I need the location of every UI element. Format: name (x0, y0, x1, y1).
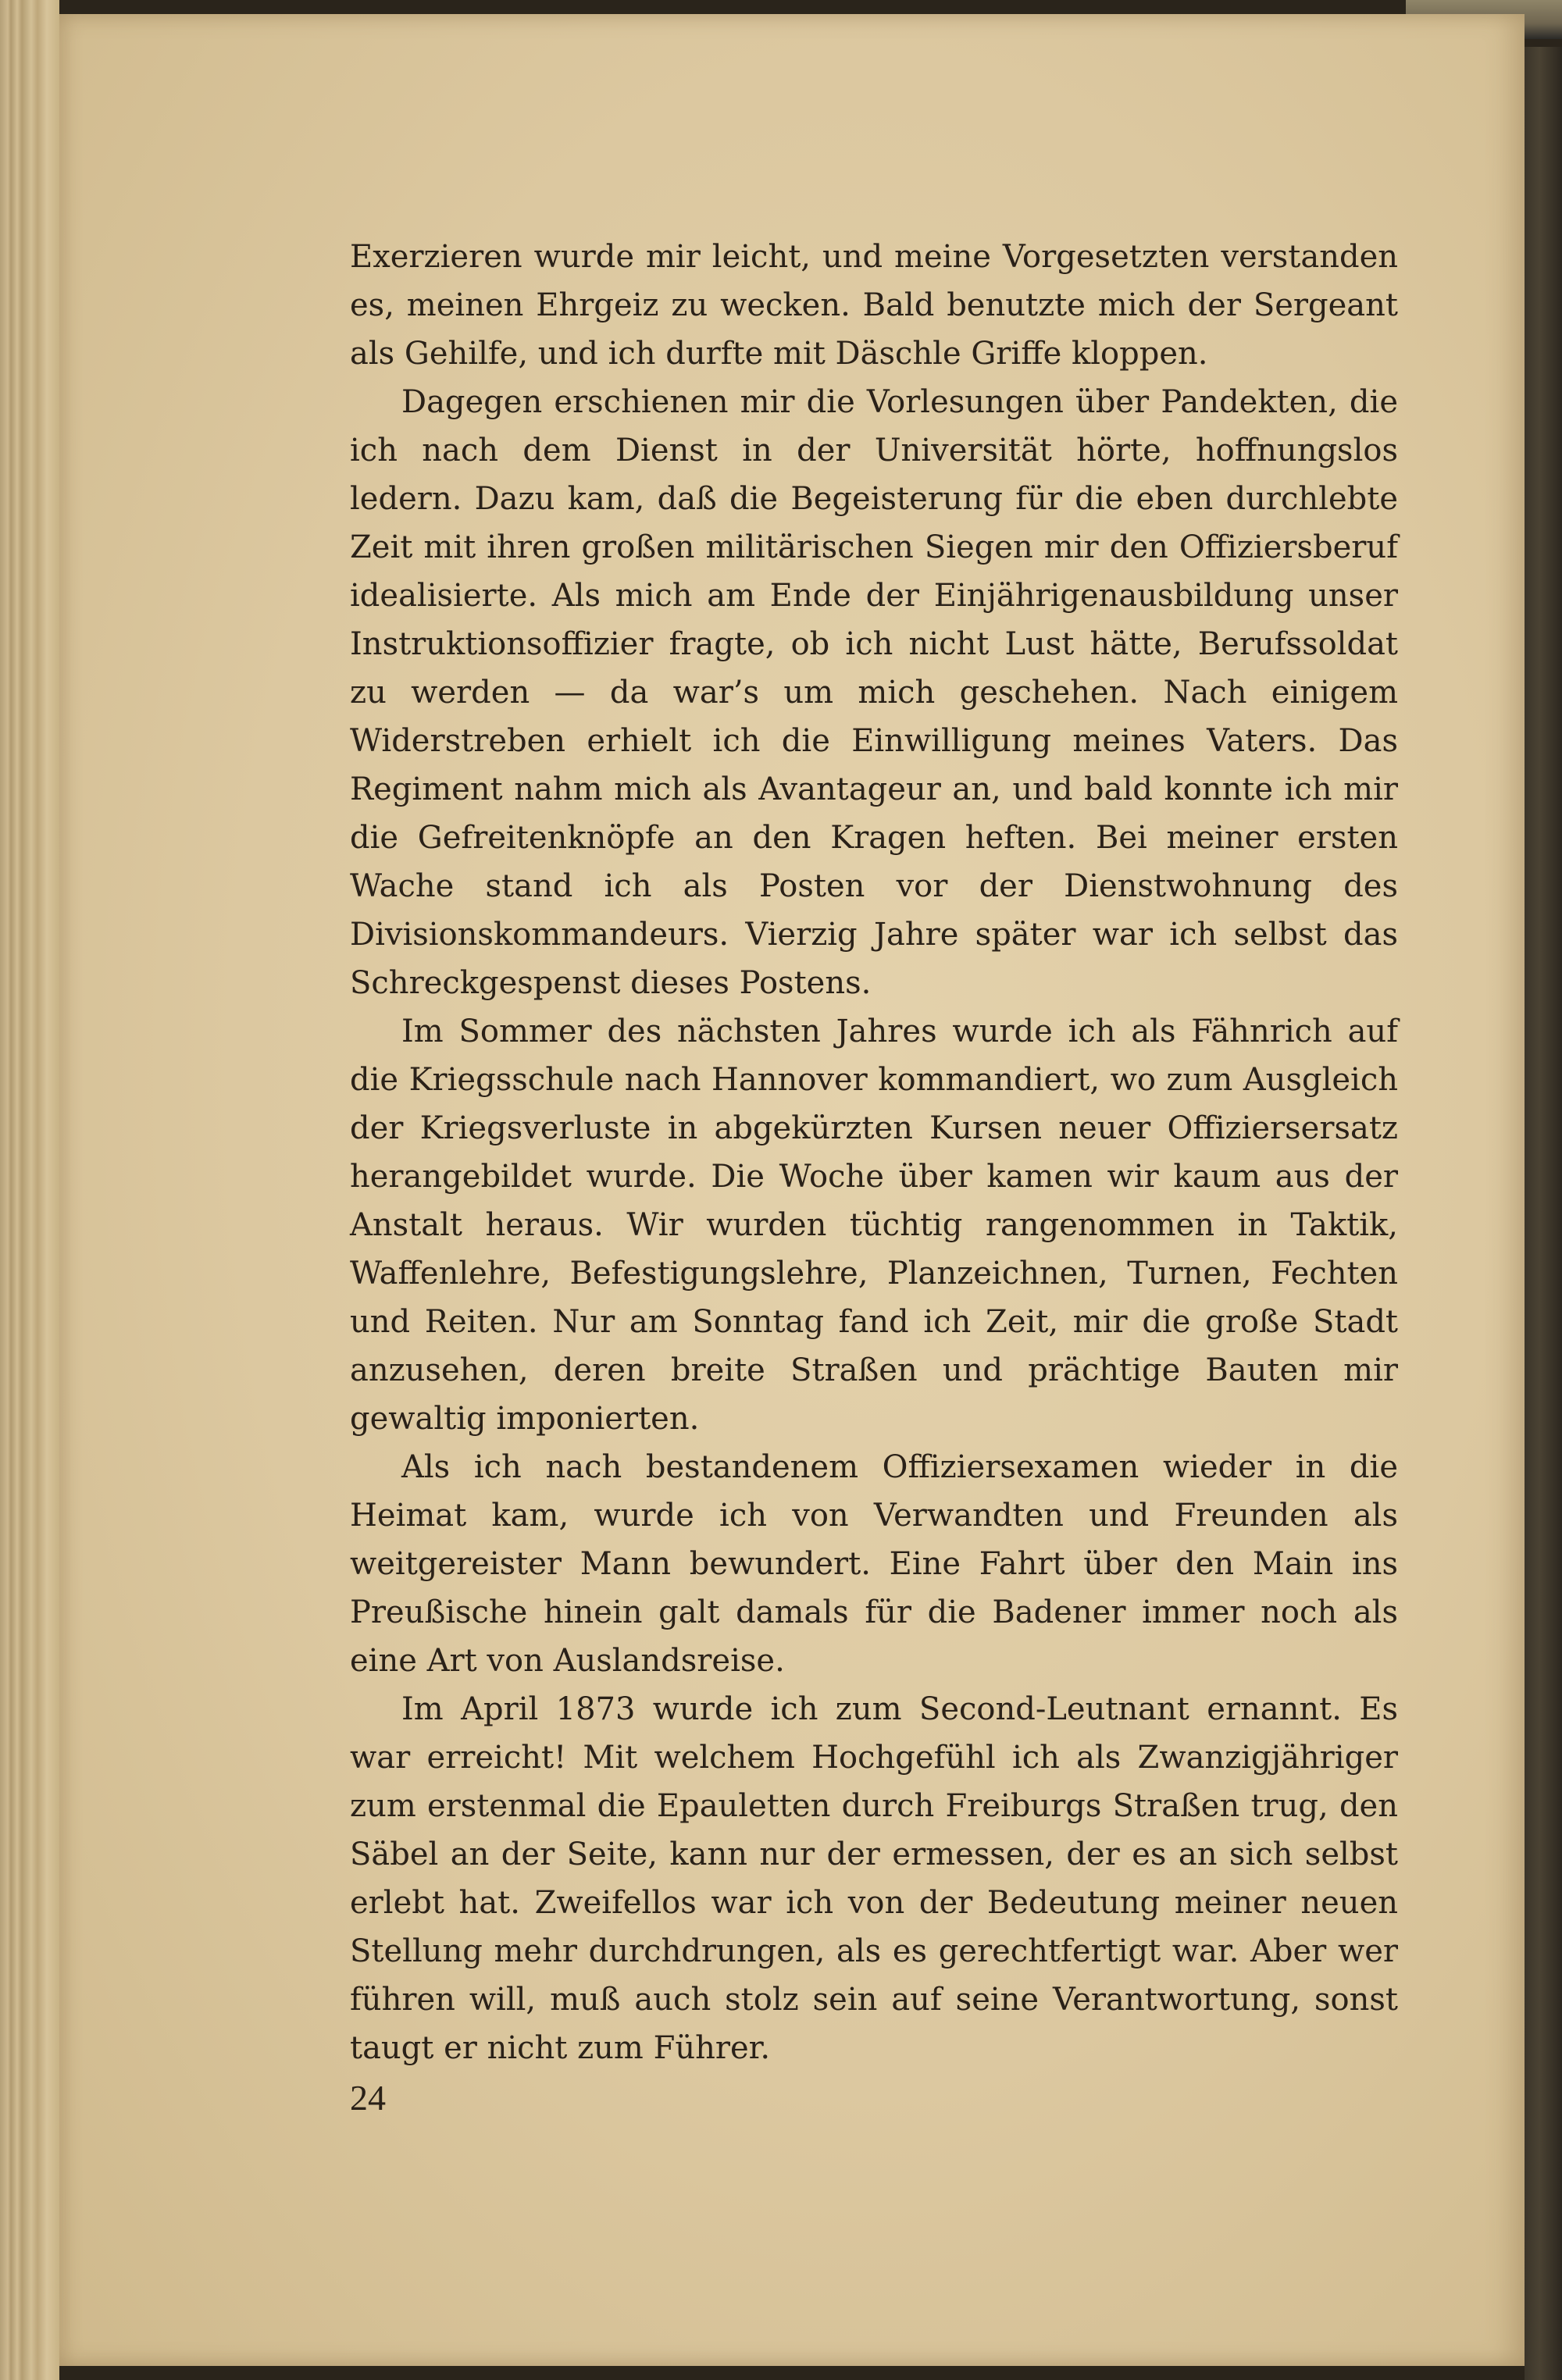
paragraph-1: Exerzieren wurde mir leicht, und meine Vorgesetzten verstanden es, meinen Ehrgeiz zu wecken. Bald benutzte mich der Sergeant als Gehilfe, und ich durfte mit Däschle Griffe kloppen. (350, 239, 1398, 372)
page-number: 24 (350, 2078, 386, 2118)
paragraph-3: Im Sommer des nächsten Jahres wurde ich als Fähnrich auf die Kriegsschule nach Hannover kommandiert, wo zum Ausgleich der Kriegsverluste in abgekürzten Kursen neuer Offiziersersatz herangebildet wurde. Die Woche über kamen wir kaum aus der Anstalt heraus. Wir wurden tüchtig rangenommen in Taktik, Waffenlehre, Befestigungslehre, Planzeichnen, Turnen, Fechten und Reiten. Nur am Sonntag fand ich Zeit, mir die große Stadt anzusehen, deren breite Straßen und prächtige Bauten mir gewaltig imponierten. (350, 1014, 1398, 1437)
paragraph-4: Als ich nach bestandenem Offiziersexamen wieder in die Heimat kam, wurde ich von Verwandten und Freunden als weitgereister Mann bewundert. Eine Fahrt über den Main ins Preußische hinein galt damals für die Badener immer noch als eine Art von Auslandsreise. (350, 1449, 1398, 1679)
paragraph-5: Im April 1873 wurde ich zum Second-Leutnant ernannt. Es war erreicht! Mit welchem Hochgefühl ich als Zwanzigjähriger zum erstenmal die Epauletten durch Freiburgs Straßen trug, den Säbel an der Seite, kann nur der ermessen, der es an sich selbst erlebt hat. Zweifellos war ich von der Bedeutung meiner neuen Stellung mehr durchdrungen, als es gerechtfertigt war. Aber wer führen will, muß auch stolz sein auf seine Verantwortung, sonst taugt er nicht zum Führer. (350, 1691, 1398, 2066)
body-text (350, 233, 1398, 2072)
paragraph-2: Dagegen erschienen mir die Vorlesungen über Pandekten, die ich nach dem Dienst in der Universität hörte, hoffnungslos ledern. Dazu kam, daß die Begeisterung für die eben durchlebte Zeit mit ihren großen militärischen Siegen mir den Offiziersberuf idealisierte. Als mich am Ende der Einjährigenausbildung unser Instruktionsoffizier fragte, ob ich nicht Lust hätte, Berufssoldat zu werden — da war’s um mich geschehen. Nach einigem Widerstreben erhielt ich die Einwilligung meines Vaters. Das Regiment nahm mich als Avantageur an, und bald konnte ich mir die Gefreitenknöpfe an den Kragen heften. Bei meiner ersten Wache stand ich als Posten vor der Dienstwohnung des Divisionskommandeurs. Vierzig Jahre später war ich selbst das Schreckgespenst dieses Postens. (350, 384, 1398, 1001)
book-page-edges (0, 0, 59, 2380)
book-spine-shadow (1525, 47, 1562, 2380)
